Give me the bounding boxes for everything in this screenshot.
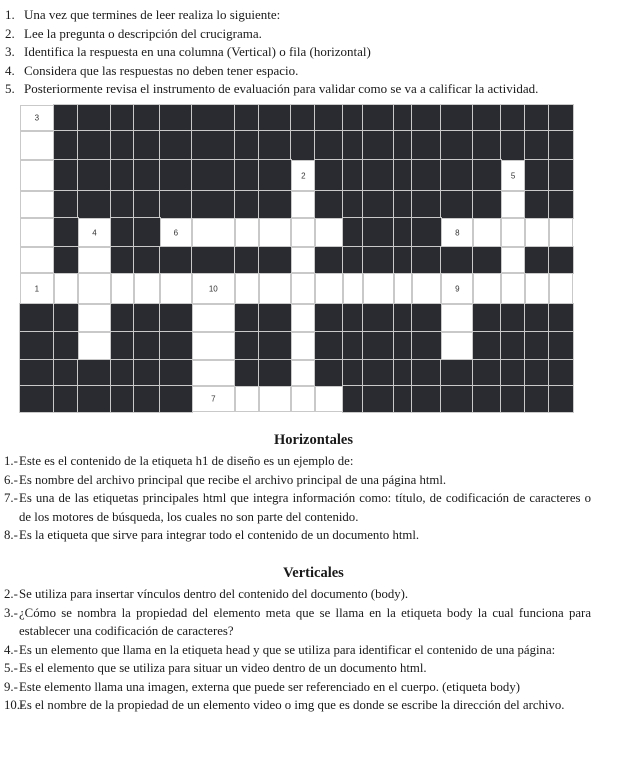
clue-number-label: 5 bbox=[510, 171, 516, 180]
crossword-block bbox=[549, 304, 573, 332]
clue-number: 8.- bbox=[4, 528, 18, 542]
clue-number-label: 1 bbox=[34, 284, 40, 293]
crossword-block bbox=[78, 131, 112, 160]
crossword-block bbox=[315, 191, 342, 218]
crossword-block bbox=[235, 360, 260, 386]
crossword-block bbox=[343, 360, 363, 386]
crossword-cell[interactable] bbox=[549, 218, 573, 247]
clue-text: Es el elemento que se utiliza para situar un video dentro de un documento html. bbox=[19, 661, 427, 675]
vertical-clue bbox=[0, 641, 627, 660]
clue-number-label: 10 bbox=[208, 284, 218, 293]
crossword-block bbox=[363, 105, 394, 131]
crossword-block bbox=[54, 105, 78, 131]
vertical-clue bbox=[0, 696, 627, 715]
crossword-block bbox=[235, 247, 260, 273]
crossword-block bbox=[111, 131, 134, 160]
crossword-block bbox=[192, 191, 235, 218]
crossword-cell[interactable] bbox=[192, 386, 235, 412]
crossword-block bbox=[394, 247, 412, 273]
vertical-clue bbox=[0, 604, 627, 641]
crossword-cell[interactable] bbox=[20, 160, 54, 191]
instruction-item bbox=[0, 43, 627, 62]
crossword-cell[interactable] bbox=[412, 273, 441, 304]
clue-number: 3.- bbox=[4, 605, 18, 620]
clue-number-label: 9 bbox=[455, 284, 460, 293]
crossword-block bbox=[441, 131, 473, 160]
crossword-block bbox=[363, 160, 394, 191]
crossword-block bbox=[20, 386, 54, 412]
clue-text: Este elemento llama una imagen, externa que puede ser referenciado en el cuerpo. (etiqueta body) bbox=[19, 679, 520, 694]
crossword-block bbox=[134, 105, 160, 131]
clue-text: ¿Cómo se nombra la propiedad del elemento meta que se llama en la etiqueta body la cual funciona para establecer una codificación de caracteres? bbox=[19, 605, 591, 638]
crossword-block bbox=[473, 191, 500, 218]
crossword-cell[interactable] bbox=[259, 273, 291, 304]
crossword-cell[interactable] bbox=[441, 332, 473, 360]
crossword-block bbox=[235, 332, 260, 360]
crossword-block bbox=[473, 160, 500, 191]
crossword-cell[interactable] bbox=[20, 131, 54, 160]
crossword-block bbox=[549, 105, 573, 131]
crossword-cell[interactable] bbox=[78, 273, 112, 304]
crossword-block bbox=[394, 360, 412, 386]
crossword-cell[interactable] bbox=[78, 247, 112, 273]
crossword-block bbox=[394, 160, 412, 191]
crossword-cell[interactable] bbox=[235, 273, 260, 304]
crossword-block bbox=[160, 360, 192, 386]
crossword-cell[interactable] bbox=[78, 332, 112, 360]
horizontales-heading: Horizontales bbox=[274, 432, 353, 448]
crossword-block bbox=[363, 218, 394, 247]
crossword-cell[interactable] bbox=[525, 218, 549, 247]
crossword-block bbox=[134, 131, 160, 160]
crossword-block bbox=[291, 131, 315, 160]
crossword-block bbox=[54, 218, 78, 247]
crossword-cell[interactable] bbox=[192, 273, 235, 304]
instruction-number: 4. bbox=[5, 62, 15, 78]
crossword-block bbox=[412, 386, 441, 412]
crossword-block bbox=[412, 304, 441, 332]
instruction-item bbox=[0, 6, 627, 25]
crossword-block bbox=[394, 191, 412, 218]
crossword-block bbox=[235, 131, 260, 160]
vertical-clues-list bbox=[0, 585, 627, 715]
crossword-block bbox=[259, 304, 291, 332]
crossword-block bbox=[315, 131, 342, 160]
horizontal-clues-list bbox=[0, 452, 627, 545]
crossword-cell[interactable] bbox=[291, 386, 315, 412]
crossword-block bbox=[54, 131, 78, 160]
crossword-block bbox=[363, 304, 394, 332]
crossword-block bbox=[315, 247, 342, 273]
crossword-block bbox=[473, 247, 500, 273]
crossword-block bbox=[235, 105, 260, 131]
crossword-block bbox=[343, 386, 363, 412]
crossword-block bbox=[54, 304, 78, 332]
crossword-block bbox=[54, 247, 78, 273]
instruction-number: 5. bbox=[5, 81, 15, 96]
crossword-block bbox=[343, 131, 363, 160]
crossword-cell[interactable] bbox=[315, 273, 342, 304]
crossword-block bbox=[394, 105, 412, 131]
crossword-cell[interactable] bbox=[501, 191, 526, 218]
instruction-number: 1. bbox=[5, 7, 15, 22]
crossword-block bbox=[78, 105, 112, 131]
crossword-cell[interactable] bbox=[291, 304, 315, 332]
clue-text: Este es el contenido de la etiqueta h1 de diseño es un ejemplo de: bbox=[19, 454, 354, 468]
crossword-cell[interactable] bbox=[259, 218, 291, 247]
instruction-item bbox=[0, 25, 627, 44]
crossword-block bbox=[259, 131, 291, 160]
crossword-grid bbox=[20, 105, 573, 412]
horizontal-clue bbox=[0, 452, 627, 471]
crossword-cell[interactable] bbox=[501, 247, 526, 273]
crossword-block bbox=[501, 360, 526, 386]
crossword-block bbox=[20, 332, 54, 360]
vertical-clue bbox=[0, 585, 627, 604]
crossword-block bbox=[134, 191, 160, 218]
crossword-block bbox=[394, 332, 412, 360]
crossword-block bbox=[525, 105, 549, 131]
crossword-block bbox=[78, 386, 112, 412]
crossword-cell[interactable] bbox=[160, 273, 192, 304]
crossword-block bbox=[412, 218, 441, 247]
crossword-cell[interactable] bbox=[441, 304, 473, 332]
crossword-cell[interactable] bbox=[441, 273, 473, 304]
crossword-block bbox=[441, 360, 473, 386]
crossword-block bbox=[235, 304, 260, 332]
crossword-block bbox=[160, 131, 192, 160]
crossword-block bbox=[54, 191, 78, 218]
crossword-block bbox=[160, 247, 192, 273]
crossword-block bbox=[441, 247, 473, 273]
crossword-block bbox=[412, 105, 441, 131]
clue-number: 2.- bbox=[4, 587, 18, 601]
clue-text: Es la etiqueta que sirve para integrar todo el contenido de un documento html. bbox=[19, 528, 420, 542]
crossword-block bbox=[78, 191, 112, 218]
instruction-number: 3. bbox=[5, 44, 15, 59]
crossword-block bbox=[441, 191, 473, 218]
crossword-block bbox=[549, 191, 573, 218]
crossword-cell[interactable] bbox=[473, 218, 500, 247]
crossword-block bbox=[192, 160, 235, 191]
crossword-block bbox=[160, 304, 192, 332]
crossword-block bbox=[525, 160, 549, 191]
crossword-block bbox=[134, 218, 160, 247]
crossword-block bbox=[343, 191, 363, 218]
crossword-block bbox=[525, 304, 549, 332]
crossword-cell[interactable] bbox=[20, 191, 54, 218]
crossword-block bbox=[111, 332, 134, 360]
crossword-block bbox=[525, 131, 549, 160]
crossword-block bbox=[111, 247, 134, 273]
crossword-cell[interactable] bbox=[160, 218, 192, 247]
crossword-block bbox=[315, 304, 342, 332]
crossword-cell[interactable] bbox=[192, 360, 235, 386]
crossword-block bbox=[473, 131, 500, 160]
crossword-block bbox=[343, 105, 363, 131]
crossword-block bbox=[54, 160, 78, 191]
clue-number-label: 7 bbox=[211, 394, 216, 404]
crossword-block bbox=[20, 304, 54, 332]
crossword-block bbox=[235, 191, 260, 218]
crossword-cell[interactable] bbox=[291, 332, 315, 360]
crossword-block bbox=[160, 105, 192, 131]
crossword-cell[interactable] bbox=[111, 273, 134, 304]
crossword-cell[interactable] bbox=[291, 360, 315, 386]
crossword-block bbox=[363, 332, 394, 360]
crossword-block bbox=[291, 105, 315, 131]
crossword-block bbox=[111, 218, 134, 247]
crossword-block bbox=[501, 386, 526, 412]
crossword-block bbox=[160, 386, 192, 412]
crossword-cell[interactable] bbox=[291, 160, 315, 191]
crossword-block bbox=[134, 332, 160, 360]
crossword-cell[interactable] bbox=[20, 105, 54, 131]
crossword-cell[interactable] bbox=[20, 247, 54, 273]
crossword-cell[interactable] bbox=[192, 218, 235, 247]
crossword-block bbox=[315, 332, 342, 360]
crossword-cell[interactable] bbox=[259, 386, 291, 412]
crossword-block bbox=[363, 386, 394, 412]
crossword-block bbox=[78, 160, 112, 191]
crossword-cell[interactable] bbox=[291, 218, 315, 247]
crossword-block bbox=[394, 304, 412, 332]
crossword-cell[interactable] bbox=[235, 386, 260, 412]
clue-text: Es el nombre de la propiedad de un elemento video o img que es donde se escribe la dirección del archivo. bbox=[19, 698, 565, 712]
crossword-block bbox=[363, 247, 394, 273]
crossword-block bbox=[78, 360, 112, 386]
crossword-block bbox=[343, 304, 363, 332]
verticales-heading: Verticales bbox=[283, 565, 344, 581]
crossword-block bbox=[525, 191, 549, 218]
crossword-block bbox=[259, 247, 291, 273]
crossword-block bbox=[160, 160, 192, 191]
crossword-block bbox=[54, 332, 78, 360]
vertical-clue bbox=[0, 678, 627, 697]
clue-number-label: 8 bbox=[455, 228, 460, 237]
crossword-cell[interactable] bbox=[441, 218, 473, 247]
instruction-item bbox=[0, 62, 627, 81]
instruction-text: Una vez que termines de leer realiza lo siguiente: bbox=[24, 7, 281, 22]
crossword-block bbox=[111, 304, 134, 332]
crossword-block bbox=[160, 332, 192, 360]
crossword-block bbox=[111, 386, 134, 412]
crossword-block bbox=[441, 386, 473, 412]
crossword-block bbox=[549, 332, 573, 360]
crossword-block bbox=[549, 131, 573, 160]
crossword-cell[interactable] bbox=[20, 218, 54, 247]
instruction-text: Considera que las respuestas no deben tener espacio. bbox=[24, 62, 299, 78]
crossword-block bbox=[20, 360, 54, 386]
crossword-block bbox=[192, 131, 235, 160]
clue-number-label: 4 bbox=[92, 228, 97, 237]
crossword-block bbox=[412, 332, 441, 360]
crossword-block bbox=[315, 360, 342, 386]
crossword-block bbox=[134, 360, 160, 386]
crossword-block bbox=[473, 332, 500, 360]
crossword-block bbox=[412, 360, 441, 386]
clue-number: 1.- bbox=[4, 454, 18, 468]
clue-number: 9.- bbox=[4, 679, 18, 694]
crossword-block bbox=[412, 247, 441, 273]
crossword-block bbox=[501, 332, 526, 360]
crossword-block bbox=[343, 247, 363, 273]
crossword-block bbox=[54, 386, 78, 412]
crossword-cell[interactable] bbox=[192, 304, 235, 332]
clue-text: Es una de las etiquetas principales html que integra información como: título, de codificación de caracteres o de los motores de búsqueda, los cuales no son parte del contenido. bbox=[19, 491, 591, 524]
clue-text: Es un elemento que llama en la etiqueta head y que se utiliza para identificar el contenido de una página: bbox=[19, 642, 556, 657]
crossword-block bbox=[134, 386, 160, 412]
crossword-cell[interactable] bbox=[78, 304, 112, 332]
crossword-block bbox=[343, 160, 363, 191]
crossword-cell[interactable] bbox=[54, 273, 78, 304]
instructions-list bbox=[0, 6, 627, 99]
crossword-block bbox=[441, 160, 473, 191]
crossword-block bbox=[54, 360, 78, 386]
horizontal-clue bbox=[0, 471, 627, 490]
horizontal-clue bbox=[0, 489, 627, 526]
crossword-cell[interactable] bbox=[291, 247, 315, 273]
crossword-cell[interactable] bbox=[549, 273, 573, 304]
crossword-block bbox=[525, 360, 549, 386]
instruction-text: Posteriormente revisa el instrumento de evaluación para validar como se va a calificar la actividad. bbox=[24, 81, 539, 96]
instruction-item bbox=[0, 80, 627, 99]
crossword-block bbox=[259, 332, 291, 360]
crossword-block bbox=[160, 191, 192, 218]
clue-number: 5.- bbox=[4, 661, 18, 675]
crossword-block bbox=[315, 160, 342, 191]
crossword-block bbox=[111, 191, 134, 218]
crossword-block bbox=[394, 131, 412, 160]
crossword-block bbox=[501, 105, 526, 131]
crossword-block bbox=[259, 160, 291, 191]
crossword-cell[interactable] bbox=[501, 160, 526, 191]
clue-number: 7.- bbox=[4, 491, 18, 505]
instruction-number: 2. bbox=[5, 25, 15, 41]
crossword-block bbox=[363, 360, 394, 386]
crossword-block bbox=[473, 386, 500, 412]
crossword-block bbox=[111, 105, 134, 131]
clue-number-label: 6 bbox=[173, 228, 179, 237]
crossword-cell[interactable] bbox=[315, 218, 342, 247]
crossword-cell[interactable] bbox=[291, 191, 315, 218]
crossword-block bbox=[412, 160, 441, 191]
instruction-text: Identifica la respuesta en una columna (Vertical) o fila (horizontal) bbox=[24, 44, 371, 59]
crossword-cell[interactable] bbox=[363, 273, 394, 304]
crossword-block bbox=[501, 304, 526, 332]
crossword-cell[interactable] bbox=[20, 273, 54, 304]
crossword-block bbox=[192, 105, 235, 131]
clue-text: Es nombre del archivo principal que recibe el archivo principal de una página html. bbox=[19, 472, 447, 487]
crossword-block bbox=[343, 218, 363, 247]
crossword-block bbox=[363, 191, 394, 218]
crossword-block bbox=[549, 247, 573, 273]
crossword-block bbox=[473, 360, 500, 386]
crossword-cell[interactable] bbox=[525, 273, 549, 304]
instruction-text: Lee la pregunta o descripción del crucigrama. bbox=[24, 25, 262, 41]
clue-number: 10.- bbox=[4, 698, 25, 712]
crossword-block bbox=[259, 191, 291, 218]
clue-number-label: 2 bbox=[301, 171, 306, 180]
crossword-block bbox=[501, 131, 526, 160]
crossword-cell[interactable] bbox=[473, 273, 500, 304]
clue-number-label: 3 bbox=[34, 113, 40, 123]
crossword-block bbox=[343, 332, 363, 360]
crossword-block bbox=[412, 191, 441, 218]
crossword-block bbox=[259, 105, 291, 131]
crossword-cell[interactable] bbox=[134, 273, 160, 304]
crossword-cell[interactable] bbox=[394, 273, 412, 304]
crossword-block bbox=[525, 386, 549, 412]
clue-number: 4.- bbox=[4, 642, 18, 657]
crossword-cell[interactable] bbox=[343, 273, 363, 304]
crossword-cell[interactable] bbox=[235, 218, 260, 247]
crossword-block bbox=[549, 386, 573, 412]
crossword-block bbox=[363, 131, 394, 160]
crossword-block bbox=[549, 160, 573, 191]
crossword-block bbox=[315, 105, 342, 131]
crossword-block bbox=[441, 105, 473, 131]
crossword-block bbox=[412, 131, 441, 160]
crossword-block bbox=[134, 304, 160, 332]
crossword-block bbox=[394, 386, 412, 412]
crossword-cell[interactable] bbox=[192, 332, 235, 360]
crossword-block bbox=[259, 360, 291, 386]
crossword-block bbox=[235, 160, 260, 191]
horizontal-clue bbox=[0, 526, 627, 545]
clue-number: 6.- bbox=[4, 472, 18, 487]
crossword-block bbox=[192, 247, 235, 273]
crossword-cell[interactable] bbox=[78, 218, 112, 247]
crossword-block bbox=[134, 160, 160, 191]
crossword-block bbox=[394, 218, 412, 247]
vertical-clue bbox=[0, 659, 627, 678]
crossword-block bbox=[473, 105, 500, 131]
crossword-cell[interactable] bbox=[501, 218, 526, 247]
crossword-block bbox=[549, 360, 573, 386]
crossword-cell[interactable] bbox=[291, 273, 315, 304]
crossword-block bbox=[473, 304, 500, 332]
crossword-block bbox=[525, 332, 549, 360]
clue-text: Se utiliza para insertar vínculos dentro del contenido del documento (body). bbox=[19, 587, 409, 601]
crossword-block bbox=[111, 360, 134, 386]
crossword-block bbox=[111, 160, 134, 191]
crossword-block bbox=[525, 247, 549, 273]
crossword-block bbox=[134, 247, 160, 273]
crossword-cell[interactable] bbox=[315, 386, 342, 412]
crossword-cell[interactable] bbox=[501, 273, 526, 304]
